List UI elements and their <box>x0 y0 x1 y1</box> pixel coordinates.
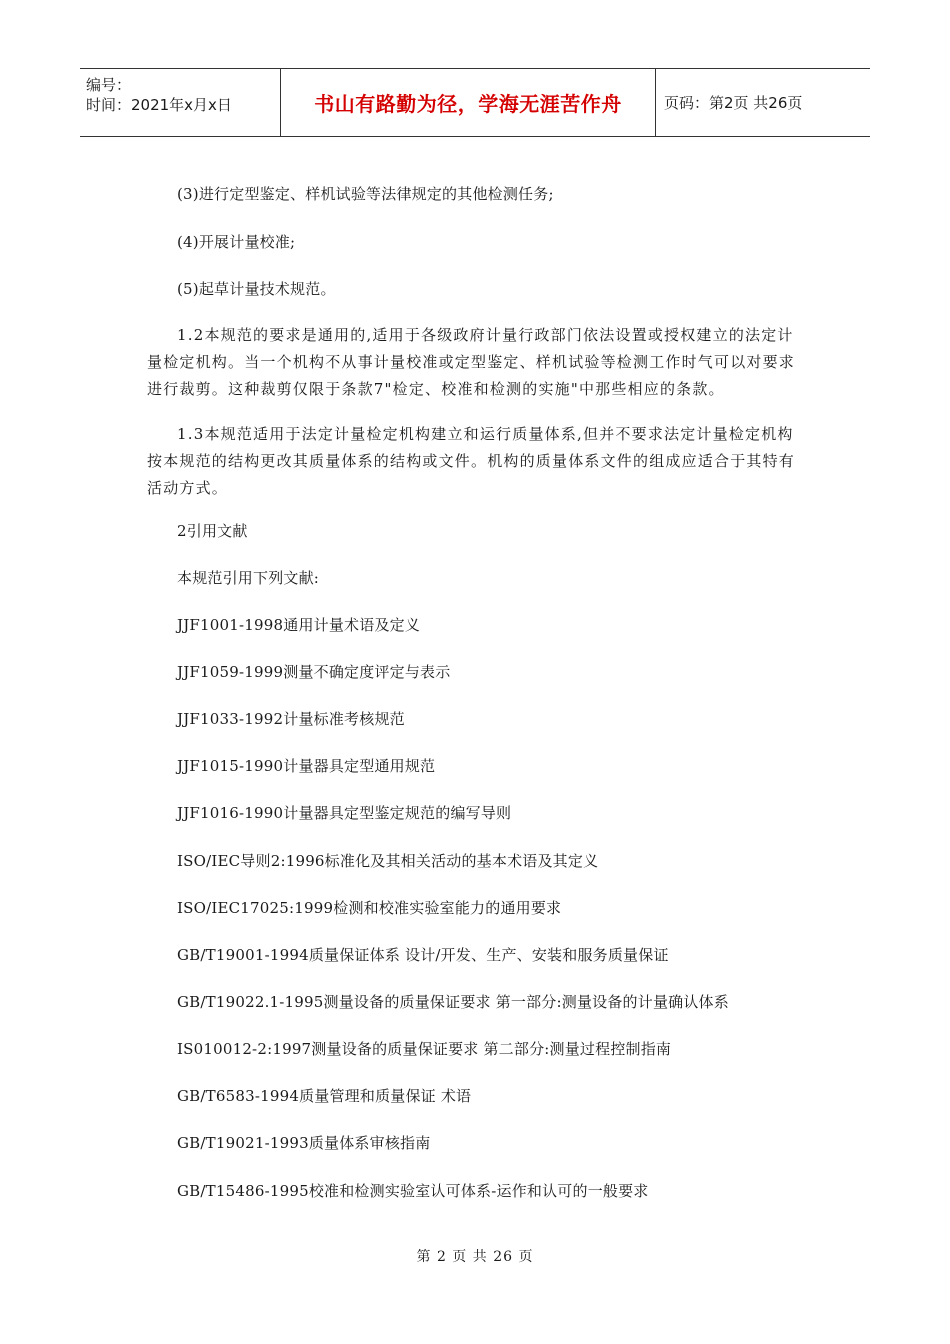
list-item: (5)起草计量技术规范。 <box>177 280 336 298</box>
reference-item: JJF1016-1990计量器具定型鉴定规范的编写导则 <box>177 804 512 822</box>
reference-item: GB/T19022.1-1995测量设备的质量保证要求 第一部分:测量设备的计量确认体系 <box>177 993 729 1011</box>
reference-item: JJF1001-1998通用计量术语及定义 <box>177 616 421 634</box>
document-number-label: 编号： <box>86 76 132 94</box>
reference-item: JJF1033-1992计量标准考核规范 <box>177 710 405 728</box>
reference-item: ISO/IEC17025:1999检测和校准实验室能力的通用要求 <box>177 899 562 917</box>
document-time-label: 时间：2021年x月x日 <box>86 96 232 114</box>
page-header <box>80 68 870 137</box>
reference-item: JJF1059-1999测量不确定度评定与表示 <box>177 663 451 681</box>
paragraph-1-2: 1.2本规范的要求是通用的,适用于各级政府计量行政部门依法设置或授权建立的法定计量检定机构。当一个机构不从事计量校准或定型鉴定、样机试验等检测工作时气可以对要求进行裁剪。这种裁剪仅限于条款7"检定、校准和检测的实施"中那些相应的条款。 <box>147 326 796 398</box>
list-item: (4)开展计量校准; <box>177 233 296 251</box>
page-footer: 第 2 页 共 26 页 <box>416 1249 534 1265</box>
section-2-intro: 本规范引用下列文献: <box>177 569 320 587</box>
list-item: (3)进行定型鉴定、样机试验等法律规定的其他检测任务; <box>177 185 554 203</box>
reference-item: IS010012-2:1997测量设备的质量保证要求 第二部分:测量过程控制指南 <box>177 1040 672 1058</box>
reference-item: GB/T19021-1993质量体系审核指南 <box>177 1134 431 1152</box>
section-2-title: 2引用文献 <box>177 522 248 540</box>
header-motto: 书山有路勤为径，学海无涯苦作舟 <box>281 69 656 136</box>
header-meta <box>80 69 281 136</box>
reference-item: ISO/IEC导则2:1996标准化及其相关活动的基本术语及其定义 <box>177 852 599 870</box>
header-page-number: 页码：第2页 共26页 <box>664 94 803 112</box>
reference-item: GB/T19001-1994质量保证体系 设计/开发、生产、安装和服务质量保证 <box>177 946 669 964</box>
reference-item: GB/T6583-1994质量管理和质量保证 术语 <box>177 1087 472 1105</box>
paragraph-1-3: 1.3本规范适用于法定计量检定机构建立和运行质量体系,但并不要求法定计量检定机构按本规范的结构更改其质量体系的结构或文件。机构的质量体系文件的组成应适合于其特有活动方式。 <box>147 425 796 497</box>
reference-item: JJF1015-1990计量器具定型通用规范 <box>177 757 436 775</box>
reference-item: GB/T15486-1995校准和检测实验室认可体系-运作和认可的一般要求 <box>177 1182 649 1200</box>
